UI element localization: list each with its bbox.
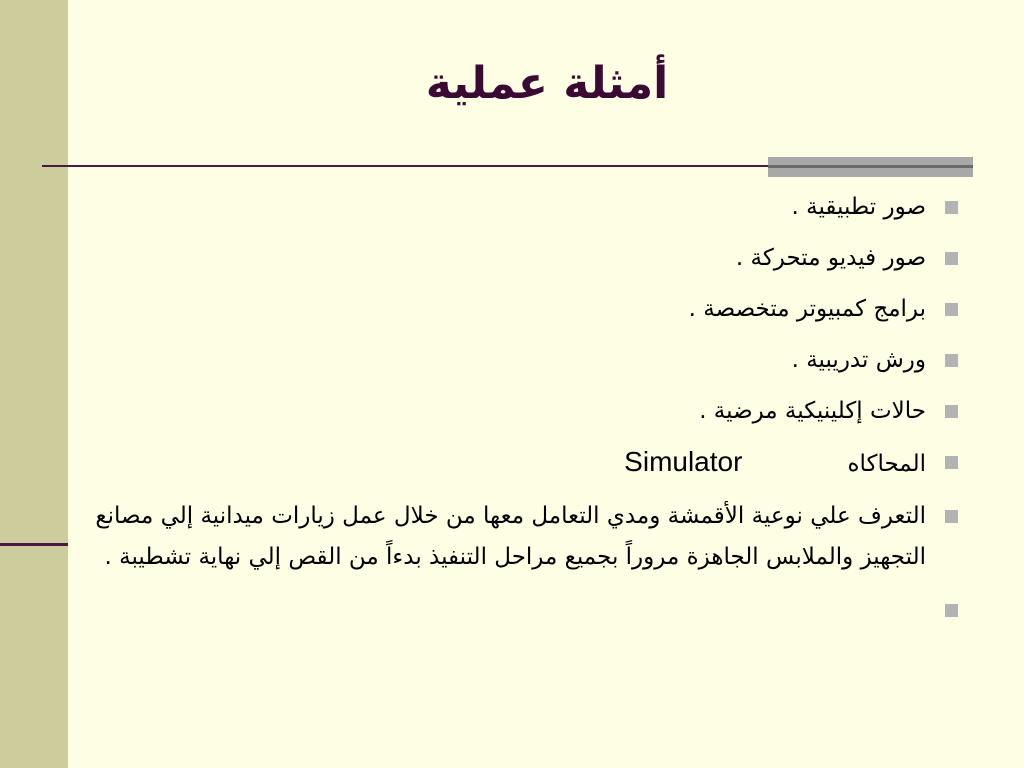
square-bullet-icon (945, 303, 958, 316)
simulator-label: المحاكاه (847, 451, 926, 477)
square-bullet-icon (945, 510, 958, 523)
list-item (70, 341, 960, 379)
list-item-text: حالات إكلينيكية مرضية . (699, 398, 926, 424)
bullet-list (70, 188, 960, 642)
list-item-text: صور فيديو متحركة . (735, 245, 926, 271)
square-bullet-icon (945, 456, 958, 469)
list-item (70, 239, 960, 277)
square-bullet-icon (945, 405, 958, 418)
left-accent-rule (0, 543, 68, 546)
list-item-empty (70, 591, 960, 629)
list-item (70, 392, 960, 430)
simulator-term: Simulator (624, 446, 743, 477)
left-decorative-band (0, 0, 68, 768)
square-bullet-icon (945, 252, 958, 265)
gray-accent-bar-line (768, 165, 973, 168)
list-item-text: صور تطبيقية . (791, 194, 926, 220)
list-item (70, 496, 960, 578)
list-item-text: التعرف علي نوعية الأقمشة ومدي التعامل معها من خلال عمل زيارات ميدانية إلي مصانع التجهيز والملابس الجاهزة مروراً بجميع مراحل التنفيذ بدءاً من القص إلي نهاية تشطيبة . (95, 503, 926, 570)
list-item (70, 290, 960, 328)
square-bullet-icon (945, 604, 958, 617)
list-item-simulator (70, 443, 960, 483)
list-item (70, 188, 960, 226)
square-bullet-icon (945, 354, 958, 367)
square-bullet-icon (945, 201, 958, 214)
slide-title: أمثلة عملية (425, 58, 669, 109)
list-item-text: برامج كمبيوتر متخصصة . (688, 296, 926, 322)
list-item-text: ورش تدريبية . (791, 347, 926, 373)
